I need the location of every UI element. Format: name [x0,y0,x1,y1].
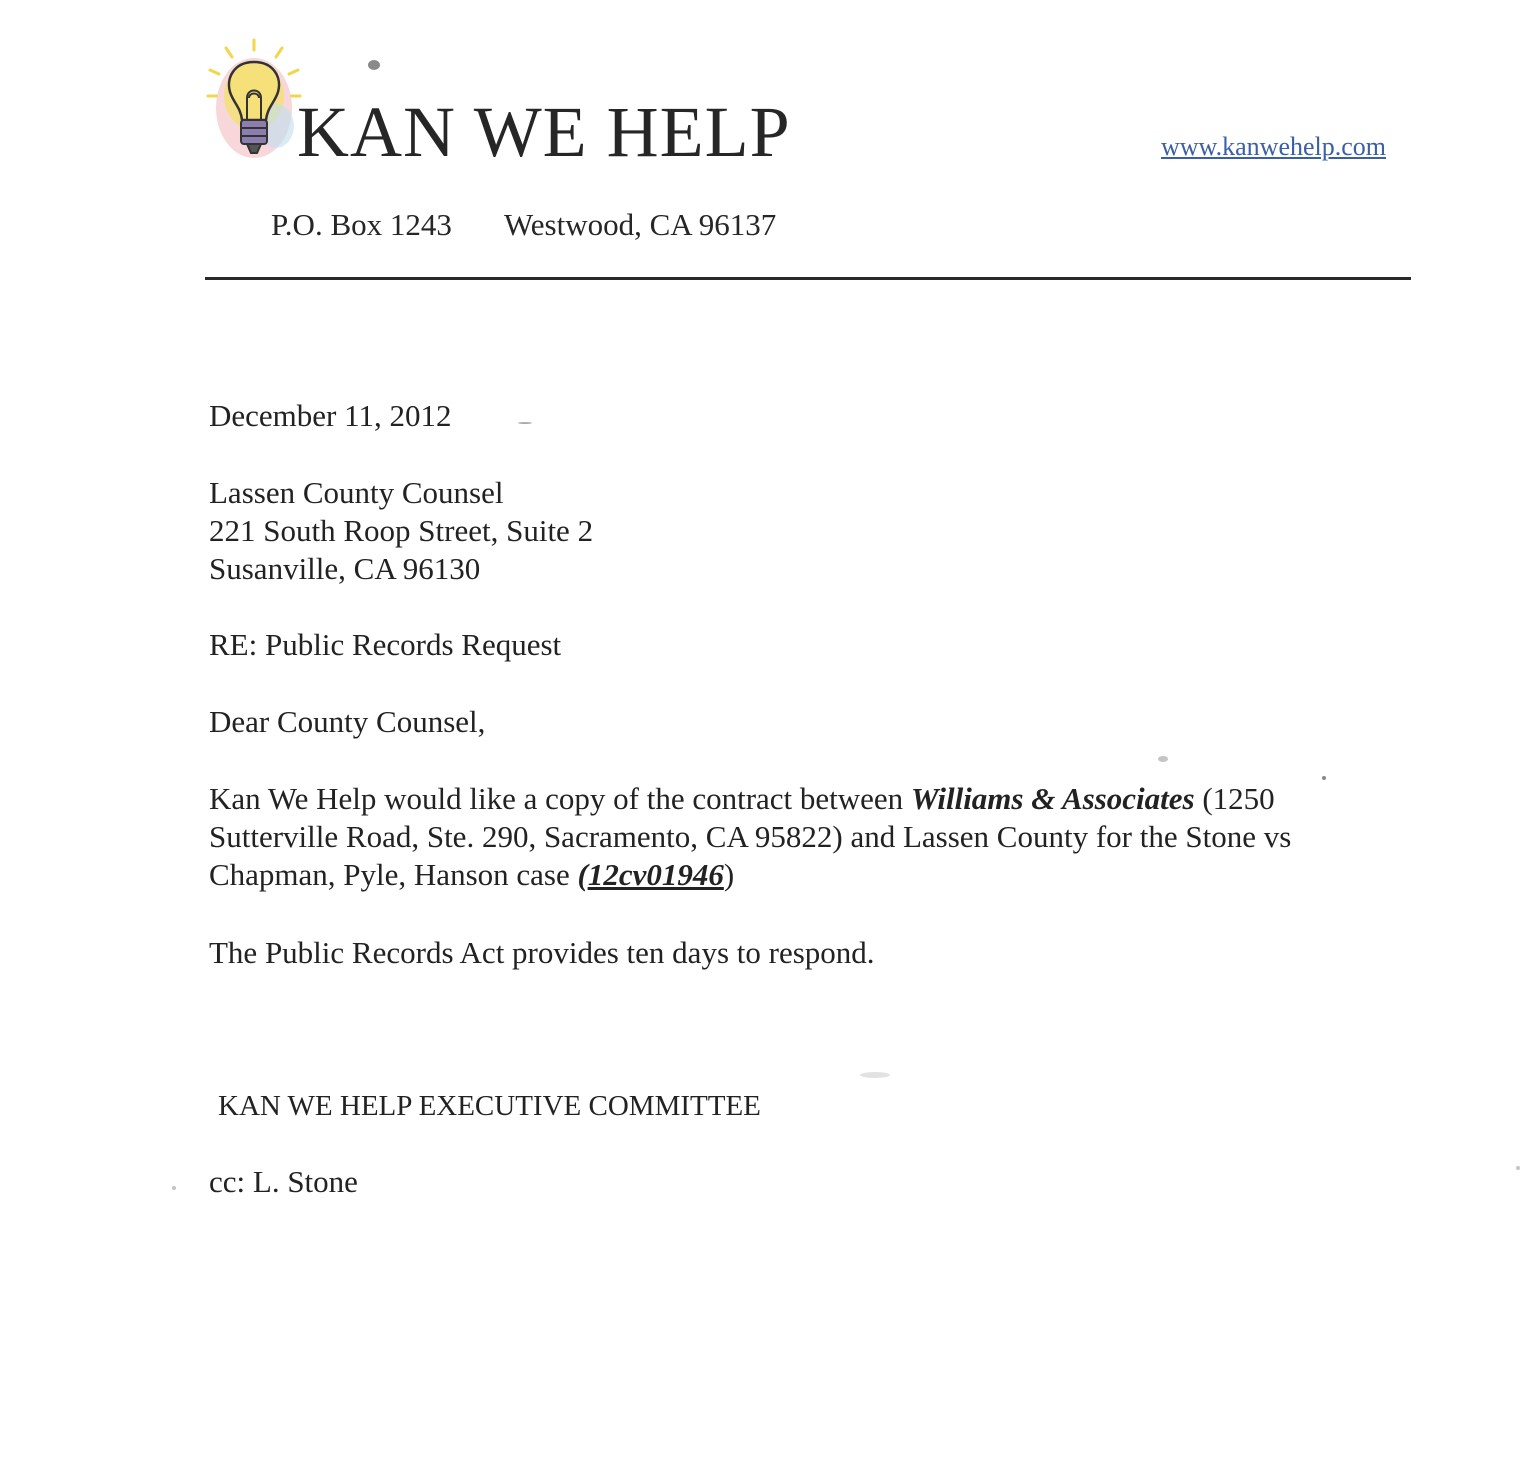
scan-speck [860,1072,890,1078]
recipient-city-state-zip: Susanville, CA 96130 [209,551,481,586]
closing-statement: The Public Records Act provides ten days to respond. [209,935,875,970]
body-line-2: Sutterville Road, Ste. 290, Sacramento, CA 95822) and Lassen County for the Stone vs [209,819,1292,854]
lightbulb-icon [204,36,304,164]
scan-speck [518,422,532,424]
body-line-1 [209,780,1291,818]
subject-line: RE: Public Records Request [209,627,562,662]
letter-date: December 11, 2012 [209,398,452,433]
cc-line: cc: L. Stone [209,1164,358,1199]
body-paragraph [209,780,1291,894]
po-box: P.O. Box 1243 [271,207,452,242]
recipient-street: 221 South Roop Street, Suite 2 [209,513,594,548]
body-line-1-suffix: (1250 [1194,781,1275,816]
case-number: 12cv01946 [587,857,724,892]
scan-speck [1158,756,1168,762]
body-line-1-prefix: Kan We Help would like a copy of the contract between [209,781,911,816]
scan-speck [172,1186,176,1190]
recipient-address [209,474,593,588]
signature-block: KAN WE HELP EXECUTIVE COMMITTEE [218,1090,761,1122]
letterhead-city-state-zip: Westwood, CA 96137 [504,207,777,242]
header-divider [205,277,1411,280]
website-link[interactable]: www.kanwehelp.com [1161,132,1387,161]
body-line-3 [209,856,1291,894]
case-close-paren: ) [723,857,735,892]
recipient-name: Lassen County Counsel [209,475,504,510]
salutation: Dear County Counsel, [209,704,486,739]
scan-speck [1516,1166,1520,1170]
case-open-paren: ( [577,857,588,892]
firm-name: Williams & Associates [910,781,1195,816]
body-line-3-prefix: Chapman, Pyle, Hanson case [209,857,578,892]
scan-speck [1322,776,1326,780]
organization-name: KAN WE HELP [297,92,791,172]
scan-speck [368,60,380,70]
